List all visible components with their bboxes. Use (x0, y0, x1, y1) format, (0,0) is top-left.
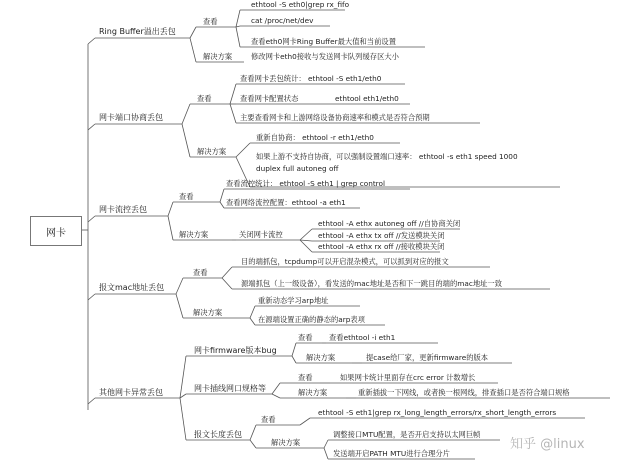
firmware-check-label: 查看 (298, 333, 313, 342)
category-mac-address: 报文mac地址丢包 (99, 283, 165, 292)
mac-fix-item: 重新动态学习arp地址 (258, 296, 329, 305)
ring-buffer-fix-item: 修改网卡eth0接收与发送网卡队列缓存区大小 (251, 52, 399, 61)
port-negotiation-fix-item: 如果上游不支持自协商，可以强制设置端口速率： ethtool -s eth1 speed 1000 (256, 152, 518, 161)
port-negotiation-check-item: 主要查看网卡和上游网络设备协商速率和模式是否符合预期 (240, 113, 430, 122)
ring-buffer-check-label: 查看 (203, 17, 218, 26)
port-negotiation-check-item: 查看网卡丢包统计： ethtool -S eth1/eth0 (240, 74, 382, 83)
ring-buffer-check-item: cat /proc/net/dev (251, 16, 314, 25)
mac-fix-item: 在源端设置正确的静态的arp表项 (258, 315, 365, 324)
flow-control-check-item: 查看网络流控配置：ethtool -a eth1 (226, 198, 346, 207)
cable-check-label: 查看 (298, 373, 313, 382)
port-negotiation-fix-label: 解决方案 (197, 147, 227, 156)
mac-check-item: 目的端抓包，tcpdump可以开启混杂模式，可以抓到对应的报文 (241, 257, 449, 266)
port-negotiation-fix-item: 重新自协商： ethtool -r eth1/eth0 (256, 133, 374, 142)
port-negotiation-check-item: 查看网卡配置状态 (240, 94, 299, 103)
category-other: 其他网卡异常丢包 (99, 388, 163, 397)
mac-check-item: 源端抓包（上一级设备），看发送的mac地址是否和下一跳目的端的mac地址一致 (241, 279, 503, 288)
watermark: 知乎 @linux (510, 437, 585, 452)
firmware-fix-label: 解决方案 (306, 353, 336, 362)
cable-check-item: 如果网卡统计里面存在crc error 计数增长 (340, 373, 476, 382)
firmware-bug-node: 网卡firmware版本bug (194, 346, 277, 355)
firmware-fix-item: 提case给厂家，更新firmware的版本 (366, 353, 489, 362)
ring-buffer-fix-label: 解决方案 (203, 52, 233, 61)
mac-fix-label: 解决方案 (193, 308, 223, 317)
port-negotiation-check-label: 查看 (197, 94, 212, 103)
packet-length-node: 报文长度丢包 (194, 430, 242, 439)
length-fix-label: 解决方案 (271, 438, 301, 447)
port-negotiation-check-item: ethtool eth1/eth0 (335, 94, 399, 103)
flow-control-fix-item: ethtool -A ethx rx off //接收模块关闭 (318, 242, 445, 251)
cable-spec-node: 网卡插线网口规格等 (194, 384, 266, 393)
flow-control-check-item: 查看流控统计： ethtool -S eth1 | grep control (226, 179, 386, 188)
flow-control-fix-label: 解决方案 (179, 230, 209, 239)
length-fix-item: 发送端开启PATH MTU进行合理分片 (333, 449, 450, 458)
mac-check-label: 查看 (193, 268, 208, 277)
ring-buffer-check-item: ethtool -S eth0|grep rx_fifo (251, 0, 350, 9)
port-negotiation-fix-item: duplex full autoneg off (256, 164, 339, 173)
flow-control-fix-item: ethtool -A ethx tx off //发送模块关闭 (318, 231, 445, 240)
length-check-item: ethtool -S eth1|grep rx_long_length_errors/rx_short_length_errors (318, 408, 557, 417)
category-ring-buffer: Ring Buffer溢出丢包 (99, 27, 176, 36)
root-node: 网卡 (30, 216, 82, 246)
category-flow-control: 网卡流控丢包 (99, 205, 147, 214)
length-fix-item: 调整接口MTU配置，是否开启支持以太网巨帧 (333, 430, 481, 439)
cable-fix-item: 重新插拔一下网线，或者换一根网线，排查插口是否符合端口规格 (358, 388, 570, 397)
flow-control-check-label: 查看 (179, 192, 194, 201)
length-check-label: 查看 (261, 415, 276, 424)
cable-fix-label: 解决方案 (298, 388, 328, 397)
category-port-negotiation: 网卡端口协商丢包 (99, 113, 163, 122)
flow-control-fix-sub: 关闭网卡流控 (239, 230, 283, 239)
ring-buffer-check-item: 查看eth0网卡Ring Buffer最大值和当前设置 (251, 37, 396, 46)
firmware-check-item: 查看ethtool -i eth1 (329, 333, 396, 342)
flow-control-fix-item: ethtool -A ethx autoneg off //自协商关闭 (318, 219, 461, 228)
